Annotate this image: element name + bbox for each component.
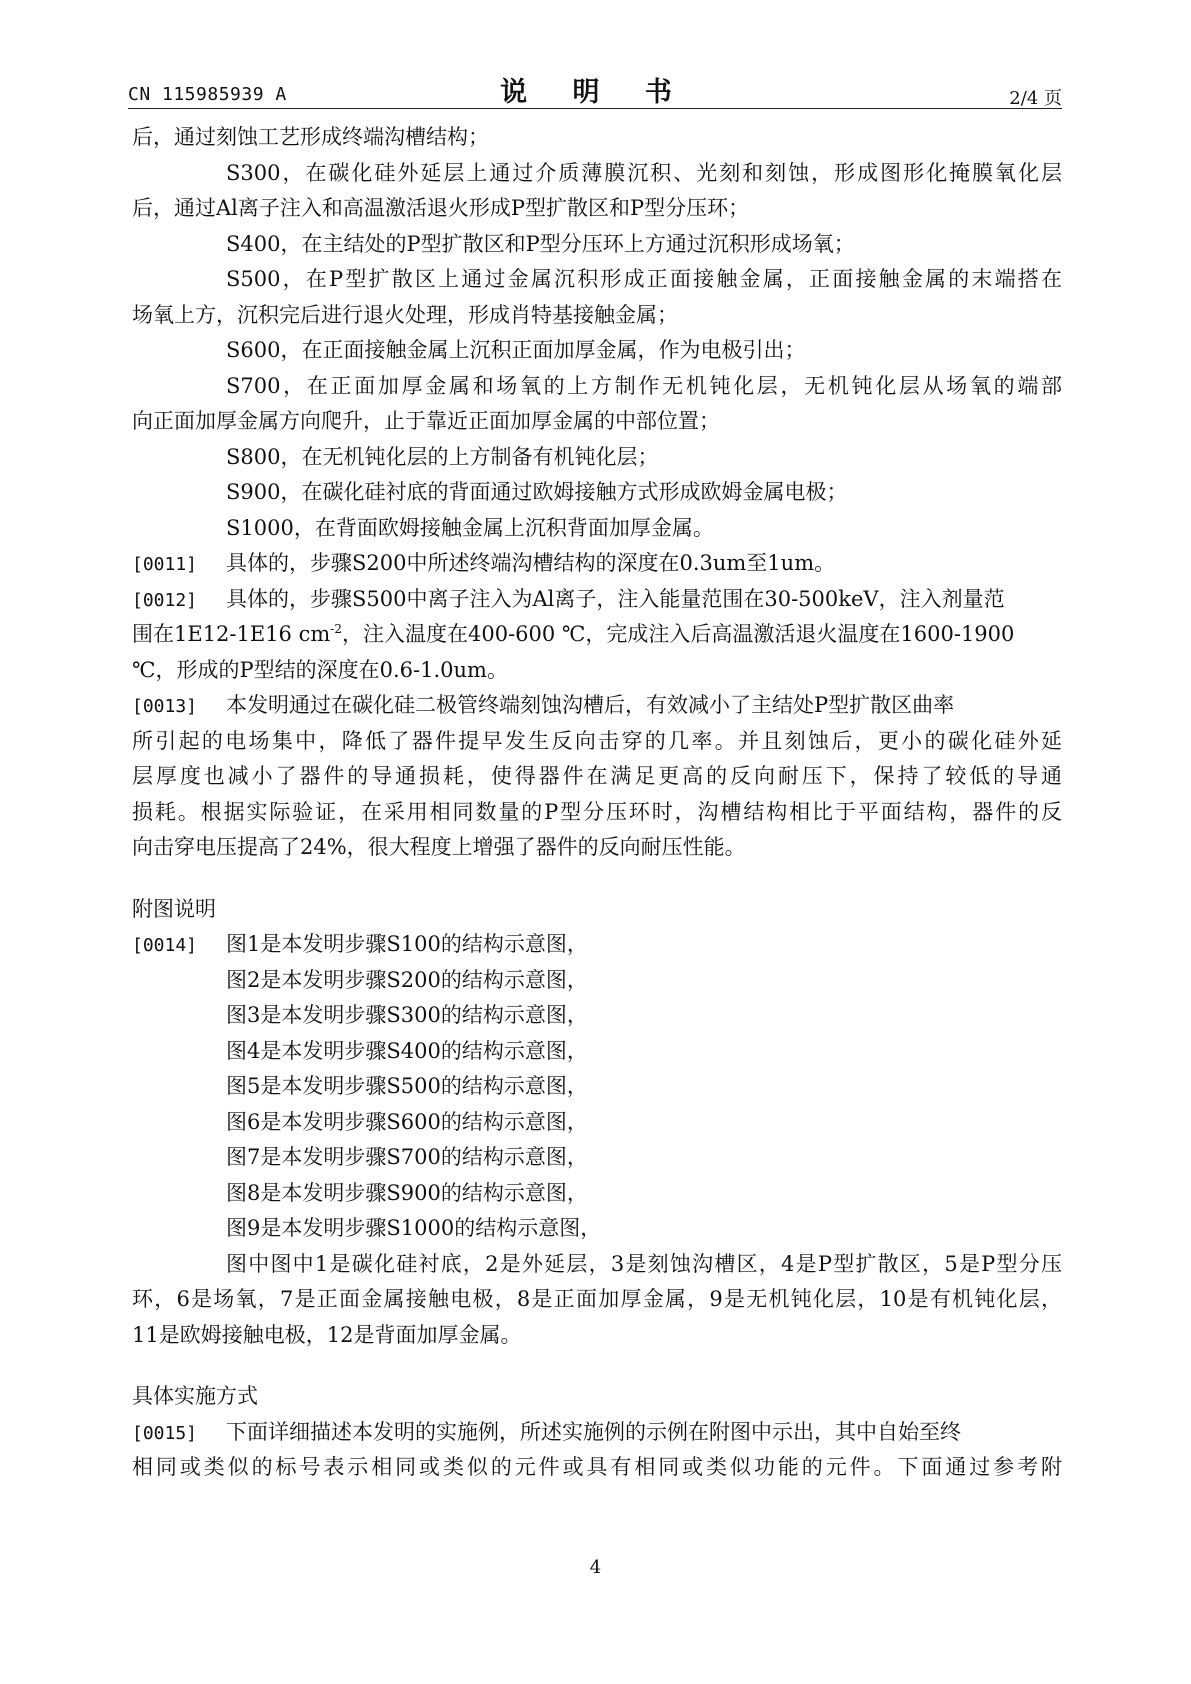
figure-caption: 图5是本发明步骤S500的结构示意图， xyxy=(226,1074,588,1098)
paragraph-text: 本发明通过在碳化硅二极管终端刻蚀沟槽后，有效减小了主结处P型扩散区曲率 xyxy=(226,693,955,717)
paragraph-text: 下面详细描述本发明的实施例，所述实施例的示例在附图中示出，其中自始至终 xyxy=(226,1419,961,1444)
step-s500-line1: S500，在P型扩散区上通过金属沉积形成正面接触金属，正面接触金属的末端搭在 xyxy=(226,267,1062,291)
paragraph-number: [0012] xyxy=(132,589,198,611)
paragraph-0012-line1 xyxy=(132,582,1062,618)
paragraph-number: [0011] xyxy=(132,554,198,575)
temperature-text: ，注入温度在400-600 ℃，完成注入后高温激活退火温度在1600-1900 xyxy=(341,622,1015,646)
step-s200-continuation: 后，通过刻蚀工艺形成终端沟槽结构； xyxy=(132,125,489,149)
paragraph-0015-line1 xyxy=(132,1415,1062,1451)
paragraph-text: 具体的，步骤S500中离子注入为Al离子，注入能量范围在30-500keV，注入剂量范 xyxy=(226,586,1005,611)
step-s1000: S1000，在背面欧姆接触金属上沉积背面加厚金属。 xyxy=(226,515,714,540)
paragraph-text: 具体的，步骤S200中所述终端沟槽结构的深度在0.3um至1um。 xyxy=(226,551,836,575)
page-info: 2/4 页 xyxy=(1009,88,1062,109)
figure-caption: 图7是本发明步骤S700的结构示意图， xyxy=(226,1145,588,1169)
figure-caption: 图4是本发明步骤S400的结构示意图， xyxy=(226,1038,588,1063)
paragraph-number: [0014] xyxy=(132,935,198,956)
figure-caption: 图9是本发明步骤S1000的结构示意图， xyxy=(226,1216,602,1240)
step-s700-line2: 向正面加厚金属方向爬升，止于靠近正面加厚金属的中部位置； xyxy=(132,409,720,433)
paragraph-0012-line3: ℃，形成的P型结的深度在0.6-1.0um。 xyxy=(132,657,508,682)
dose-exponent: -2 xyxy=(330,622,342,636)
page-header xyxy=(128,66,1062,108)
step-s400: S400，在主结处的P型扩散区和P型分压环上方通过沉积形成场氧； xyxy=(226,231,855,256)
paragraph-0015-line2: 相同或类似的标号表示相同或类似的元件或具有相同或类似功能的元件。下面通过参考附 xyxy=(132,1455,1062,1479)
embodiment-heading: 具体实施方式 xyxy=(132,1384,258,1408)
step-s900: S900，在碳化硅衬底的背面通过欧姆接触方式形成欧姆金属电极； xyxy=(226,480,848,504)
paragraph-number: [0015] xyxy=(132,1422,198,1444)
legend-line3: 11是欧姆接触电极，12是背面加厚金属。 xyxy=(132,1322,522,1347)
paragraph-0013-line4: 损耗。根据实际验证，在采用相同数量的P型分压环时，沟槽结构相比于平面结构，器件的反 xyxy=(132,799,1062,824)
step-s800: S800，在无机钝化层的上方制备有机钝化层； xyxy=(226,444,659,469)
figure-caption: 图6是本发明步骤S600的结构示意图， xyxy=(226,1109,588,1134)
doc-title: 说 明 书 xyxy=(500,77,690,108)
paragraph-0013-line2: 所引起的电场集中，降低了器件提早发生反向击穿的几率。并且刻蚀后，更小的碳化硅外延 xyxy=(132,728,1062,753)
paragraph-0014-fig1 xyxy=(132,927,1062,963)
paragraph-0013-line5: 向击穿电压提高了24%，很大程度上增强了器件的反向耐压性能。 xyxy=(132,835,746,859)
doc-number: CN 115985939 A xyxy=(128,84,287,105)
legend-line2: 环，6是场氧，7是正面金属接触电极，8是正面加厚金属，9是无机钝化层，10是有机钝化层， xyxy=(132,1287,1062,1311)
figures-heading: 附图说明 xyxy=(132,896,216,921)
header-divider xyxy=(128,108,1062,109)
page-number: 4 xyxy=(589,1557,602,1578)
dose-text: 围在1E12-1E16 cm xyxy=(132,622,331,646)
step-s300-line1: S300，在碳化硅外延层上通过介质薄膜沉积、光刻和刻蚀，形成图形化掩膜氧化层 xyxy=(226,160,1062,185)
step-s300-line2: 后，通过Al离子注入和高温激活退火形成P型扩散区和P型分压环； xyxy=(132,196,750,220)
step-s500-line2: 场氧上方，沉积完后进行退火处理，形成肖特基接触金属； xyxy=(132,302,678,327)
paragraph-0011 xyxy=(132,546,1062,582)
step-s700-line1: S700，在正面加厚金属和场氧的上方制作无机钝化层，无机钝化层从场氧的端部 xyxy=(226,373,1062,398)
document-body xyxy=(132,120,1062,1486)
figure-caption: 图1是本发明步骤S100的结构示意图， xyxy=(226,932,588,956)
paragraph-number: [0013] xyxy=(132,696,198,717)
figure-caption: 图2是本发明步骤S200的结构示意图， xyxy=(226,967,588,992)
paragraph-0012-line2 xyxy=(132,617,1062,653)
paragraph-0013-line3: 层厚度也减小了器件的导通损耗，使得器件在满足更高的反向耐压下，保持了较低的导通 xyxy=(132,764,1062,788)
legend-line1: 图中图中1是碳化硅衬底，2是外延层，3是刻蚀沟槽区，4是P型扩散区，5是P型分压 xyxy=(226,1251,1062,1276)
paragraph-0013-line1 xyxy=(132,688,1062,724)
figure-caption: 图3是本发明步骤S300的结构示意图， xyxy=(226,1003,588,1027)
step-s600: S600，在正面接触金属上沉积正面加厚金属，作为电极引出； xyxy=(226,338,806,362)
figure-caption: 图8是本发明步骤S900的结构示意图， xyxy=(226,1180,588,1205)
